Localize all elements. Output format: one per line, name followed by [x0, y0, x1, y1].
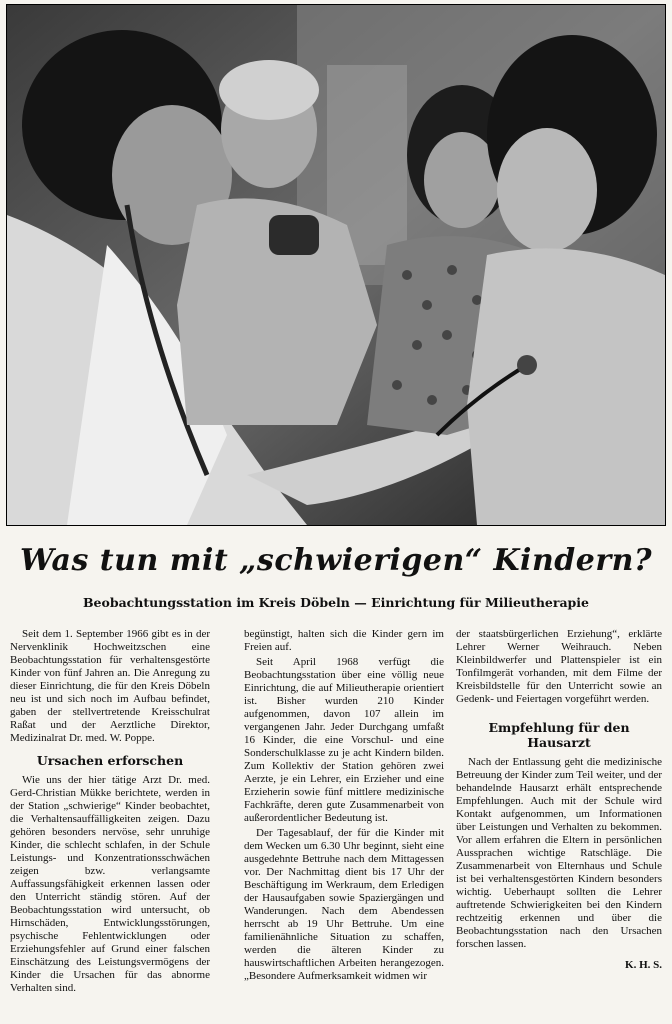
column2-paragraph-3: Der Tagesablauf, der für die Kinder mit dem Wecken um 6.30 Uhr beginnt, sieht eine ausgedehnte Bettruhe nach dem Mittagessen vor. Der Nachmittag dient bis 17 Uhr der Beschäftigung im Werkraum, dem Erledigen der Hausaufgaben sowie Spaziergängen und Wanderungen. Nach dem Abendessen herrscht ab 19 Uhr Bettruhe. Um eine familienähnliche Situation zu schaffen, werden die älteren Kinder zu hauswirtschaftlichen Arbeiten herangezogen. „Besondere Aufmerksamkeit widmen wir: [244, 827, 444, 982]
section-heading-empfehlung: Empfehlung für den Hausarzt: [488, 720, 630, 750]
section-heading-ursachen: Ursachen erforschen: [36, 753, 184, 768]
photo-doctor-examining-children: [7, 5, 665, 525]
column3-paragraph-2: Nach der Entlassung geht die medizinische Betreuung der Kinder zum Teil weiter, und der behandelnde Hausarzt erhält entsprechende Empfehlungen. Auch mit der Schule wird Kontakt aufgenommen, um Informationen über Leistungen und Verhalten zu bekommen. Vor allem erfahren die Eltern in persönlichen Aussprachen wichtige Ratschläge. Die Zusammenarbeit von Elternhaus und Schule ist bei verhaltensgestörten Kindern besonders wichtig. Ueberhaupt sollten die Lehrer auftretende Schwierigkeiten bei den Kindern rechtzeitig erkennen und über die Beobachtungsstation nach den Ursachen forschen lassen.: [456, 756, 662, 950]
column2-paragraph-1: begünstigt, halten sich die Kinder gern im Freien auf.: [244, 628, 444, 653]
article-headline: Was tun mit „schwierigen“ Kindern?: [19, 543, 653, 578]
column1-paragraph-2: Wie uns der hier tätige Arzt Dr. med. Gerd-Christian Mükke berichtete, werden in der Station „schwierige“ Kinder beobachtet, die Verhaltensauffälligkeiten zeigen. Dazu gehören besonders nervöse, sehr unruhige Kinder, die schlecht schlafen, in der Schule Leistungs- und Konzentrationsschwächen zeigen bzw. verlangsamte Auffassungsfähigkeit erkennen lassen oder den Unterricht ständig stören. Auf der Beobachtungsstation wird untersucht, ob Hirnschäden, Entwicklungsstörungen, psychische Fehlentwicklungen oder Erziehungsfehler auf Grund einer falschen Einschätzung des Leistungsvermögens der Kinder die Ursachen für das abnorme Verhalten sind.: [10, 774, 210, 994]
article-subheadline: Beobachtungsstation im Kreis Döbeln — Einrichtung für Milieutherapie: [82, 595, 590, 610]
column2-paragraph-2: Seit April 1968 verfügt die Beobachtungsstation über eine völlig neue Einrichtung, die auf Milieutherapie orientiert ist. Bisher wurden 210 Kinder aufgenommen, davon 107 allein im vergangenen Jahr. Jeder Durchgang umfaßt 16 Kinder, die eine Vorschul- und eine Sonderschulklasse zu je acht Kindern bilden. Zum Kollektiv der Station gehören zwei Aerzte, je ein Lehrer, ein Erzieher und eine Erzieherin sowie fünf mittlere medizinische Fachkräfte, deren gute Zusammenarbeit von außerordentlicher Bedeutung ist.: [244, 656, 444, 824]
column1-paragraph-1: Seit dem 1. September 1966 gibt es in der Nervenklinik Hochweitzschen eine Beobachtungsstation für verhaltensgestörte Kinder von fünf Jahren an. Die Anregung zu dieser Einrichtung, die für den Kreis Döbeln neu ist und sich noch im Aufbau befindet, gaben der stellvertretende Kreisschulrat Raßat und der Aerztliche Direktor, Medizinalrat Dr. med. W. Poppe.: [10, 628, 210, 744]
author-signature: K. H. S.: [625, 959, 662, 971]
article-column-1: [10, 628, 210, 1018]
article-column-2: [244, 628, 444, 1018]
column3-paragraph-1: der staatsbürgerlichen Erziehung“, erklärte Lehrer Werner Weihrauch. Neben Kleinbildwerfer und Plattenspieler ist ein Tonfilmgerät vorhanden, mit dem Filme der Kreisbildstelle für den Unterricht sowie an Gedenk- und Feiertagen vorgeführt werden.: [456, 628, 662, 705]
article-column-3: [456, 628, 662, 1018]
article-photo: [6, 4, 666, 526]
